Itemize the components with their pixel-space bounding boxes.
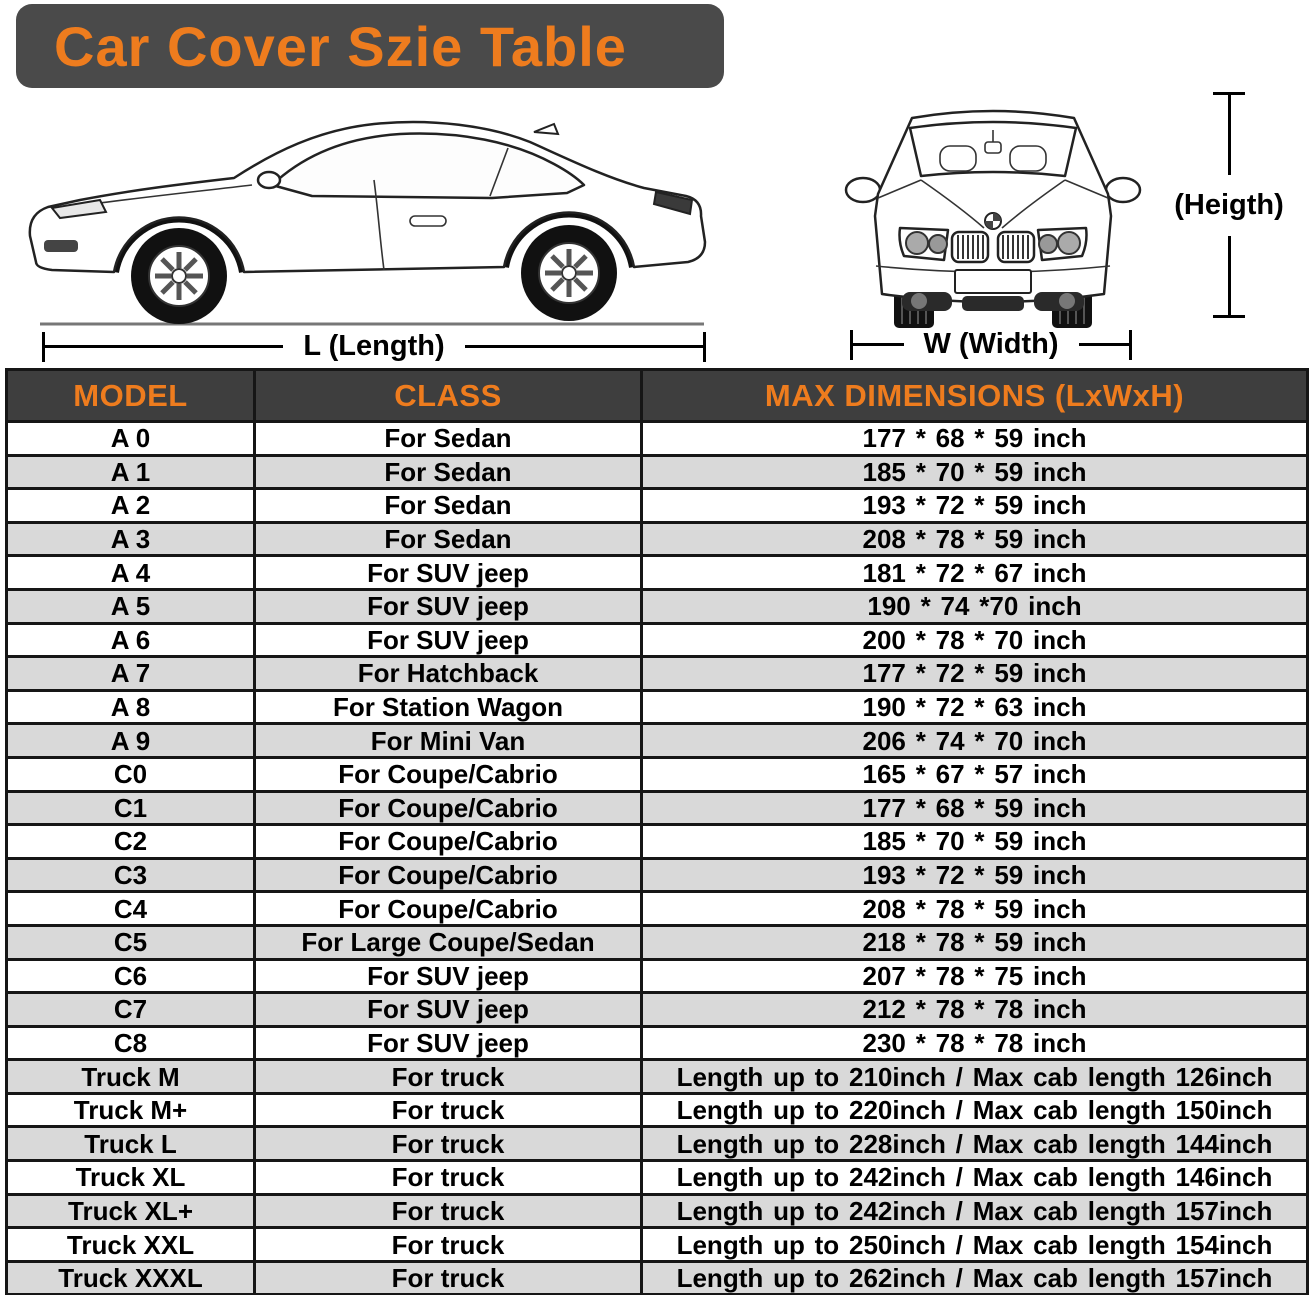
dimensions-cell: 181 * 72 * 67 inch xyxy=(642,556,1308,590)
class-cell: For Coupe/Cabrio xyxy=(255,791,642,825)
model-cell: C8 xyxy=(7,1026,255,1060)
table-row xyxy=(7,1261,1308,1295)
dimensions-cell: 177 * 72 * 59 inch xyxy=(642,657,1308,691)
model-cell: A 7 xyxy=(7,657,255,691)
page-title: Car Cover Szie Table xyxy=(54,14,627,78)
table-row xyxy=(7,556,1308,590)
dimension-line xyxy=(45,345,283,348)
table-row xyxy=(7,791,1308,825)
table-row xyxy=(7,455,1308,489)
dimension-line xyxy=(853,343,904,346)
model-cell: Truck L xyxy=(7,1127,255,1161)
table-row xyxy=(7,959,1308,993)
dimension-line xyxy=(1228,95,1231,175)
dimensions-cell: 218 * 78 * 59 inch xyxy=(642,925,1308,959)
table-row xyxy=(7,522,1308,556)
dimensions-cell: 177 * 68 * 59 inch xyxy=(642,791,1308,825)
car-cover-size-table xyxy=(5,368,1309,1295)
table-row xyxy=(7,657,1308,691)
class-cell: For truck xyxy=(255,1228,642,1262)
class-cell: For Coupe/Cabrio xyxy=(255,825,642,859)
dimensions-cell: Length up to 220inch / Max cab length 150inch xyxy=(642,1093,1308,1127)
table-row xyxy=(7,1161,1308,1195)
class-cell: For Sedan xyxy=(255,522,642,556)
model-cell: C6 xyxy=(7,959,255,993)
table-header-row xyxy=(7,370,1308,422)
model-cell: A 9 xyxy=(7,724,255,758)
table-row xyxy=(7,1026,1308,1060)
table-row xyxy=(7,858,1308,892)
model-cell: A 8 xyxy=(7,690,255,724)
dimensions-cell: 165 * 67 * 57 inch xyxy=(642,757,1308,791)
class-cell: For Coupe/Cabrio xyxy=(255,892,642,926)
model-cell: C2 xyxy=(7,825,255,859)
class-cell: For Station Wagon xyxy=(255,690,642,724)
table-row xyxy=(7,690,1308,724)
dimensions-cell: Length up to 210inch / Max cab length 126inch xyxy=(642,1060,1308,1094)
dimensions-cell: 193 * 72 * 59 inch xyxy=(642,858,1308,892)
table-row xyxy=(7,422,1308,456)
class-cell: For Sedan xyxy=(255,422,642,456)
class-cell: For SUV jeep xyxy=(255,993,642,1027)
model-cell: C1 xyxy=(7,791,255,825)
class-cell: For SUV jeep xyxy=(255,556,642,590)
dimensions-cell: 177 * 68 * 59 inch xyxy=(642,422,1308,456)
table-row xyxy=(7,724,1308,758)
dimensions-cell: 208 * 78 * 59 inch xyxy=(642,892,1308,926)
class-cell: For SUV jeep xyxy=(255,623,642,657)
class-cell: For SUV jeep xyxy=(255,959,642,993)
dimensions-cell: Length up to 242inch / Max cab length 157inch xyxy=(642,1194,1308,1228)
dimensions-cell: 207 * 78 * 75 inch xyxy=(642,959,1308,993)
model-cell: A 1 xyxy=(7,455,255,489)
dimensions-cell: 190 * 72 * 63 inch xyxy=(642,690,1308,724)
dimensions-cell: 208 * 78 * 59 inch xyxy=(642,522,1308,556)
dimensions-cell: Length up to 228inch / Max cab length 144inch xyxy=(642,1127,1308,1161)
class-cell: For truck xyxy=(255,1127,642,1161)
dimension-line xyxy=(1228,236,1231,316)
dimensions-cell: 200 * 78 * 70 inch xyxy=(642,623,1308,657)
header-max-dimensions: MAX DIMENSIONS (LxWxH) xyxy=(642,370,1308,422)
class-cell: For SUV jeep xyxy=(255,589,642,623)
dimensions-cell: 185 * 70 * 59 inch xyxy=(642,825,1308,859)
table-row xyxy=(7,1228,1308,1262)
dimensions-cell: 206 * 74 * 70 inch xyxy=(642,724,1308,758)
car-front-view-illustration xyxy=(842,86,1144,330)
table-row xyxy=(7,489,1308,523)
table-row xyxy=(7,925,1308,959)
table-row xyxy=(7,1060,1308,1094)
table-row xyxy=(7,1093,1308,1127)
model-cell: C4 xyxy=(7,892,255,926)
model-cell: C7 xyxy=(7,993,255,1027)
dimension-line xyxy=(1079,343,1130,346)
model-cell: A 6 xyxy=(7,623,255,657)
dimensions-cell: 193 * 72 * 59 inch xyxy=(642,489,1308,523)
car-side-view-illustration xyxy=(22,90,716,332)
table-row xyxy=(7,892,1308,926)
class-cell: For Sedan xyxy=(255,455,642,489)
height-dimension xyxy=(1163,92,1295,318)
model-cell: A 4 xyxy=(7,556,255,590)
model-cell: A 5 xyxy=(7,589,255,623)
table-row xyxy=(7,623,1308,657)
header-model: MODEL xyxy=(7,370,255,422)
class-cell: For truck xyxy=(255,1161,642,1195)
width-dimension xyxy=(850,328,1132,361)
model-cell: Truck M xyxy=(7,1060,255,1094)
model-cell: C3 xyxy=(7,858,255,892)
class-cell: For Large Coupe/Sedan xyxy=(255,925,642,959)
front-wheel xyxy=(131,228,227,324)
rear-wheel xyxy=(521,225,617,321)
dimensions-cell: 230 * 78 * 78 inch xyxy=(642,1026,1308,1060)
model-cell: A 3 xyxy=(7,522,255,556)
class-cell: For Hatchback xyxy=(255,657,642,691)
model-cell: C5 xyxy=(7,925,255,959)
dimension-line xyxy=(465,345,703,348)
model-cell: A 0 xyxy=(7,422,255,456)
table-row xyxy=(7,757,1308,791)
model-cell: A 2 xyxy=(7,489,255,523)
dimension-tick xyxy=(703,332,706,362)
dimensions-cell: Length up to 242inch / Max cab length 146inch xyxy=(642,1161,1308,1195)
model-cell: Truck XL xyxy=(7,1161,255,1195)
class-cell: For Sedan xyxy=(255,489,642,523)
model-cell: Truck XXL xyxy=(7,1228,255,1262)
table-row xyxy=(7,1194,1308,1228)
dimensions-cell: Length up to 262inch / Max cab length 157inch xyxy=(642,1261,1308,1295)
dimensions-cell: Length up to 250inch / Max cab length 154inch xyxy=(642,1228,1308,1262)
dimension-tick xyxy=(1129,330,1132,360)
dimensions-cell: 212 * 78 * 78 inch xyxy=(642,993,1308,1027)
model-cell: Truck XL+ xyxy=(7,1194,255,1228)
dimensions-cell: 185 * 70 * 59 inch xyxy=(642,455,1308,489)
model-cell: Truck M+ xyxy=(7,1093,255,1127)
table-row xyxy=(7,1127,1308,1161)
dimensions-cell: 190 * 74 *70 inch xyxy=(642,589,1308,623)
model-cell: Truck XXXL xyxy=(7,1261,255,1295)
model-cell: C0 xyxy=(7,757,255,791)
class-cell: For truck xyxy=(255,1093,642,1127)
title-banner xyxy=(16,4,724,88)
length-label: L (Length) xyxy=(303,330,445,362)
class-cell: For SUV jeep xyxy=(255,1026,642,1060)
table-row xyxy=(7,825,1308,859)
class-cell: For truck xyxy=(255,1194,642,1228)
length-dimension xyxy=(42,330,706,363)
dimension-tick xyxy=(1213,315,1245,318)
height-label: (Heigth) xyxy=(1174,188,1284,221)
table-row xyxy=(7,993,1308,1027)
header-class: CLASS xyxy=(255,370,642,422)
class-cell: For truck xyxy=(255,1261,642,1295)
width-label: W (Width) xyxy=(923,328,1059,360)
class-cell: For truck xyxy=(255,1060,642,1094)
class-cell: For Coupe/Cabrio xyxy=(255,757,642,791)
class-cell: For Coupe/Cabrio xyxy=(255,858,642,892)
table-row xyxy=(7,589,1308,623)
class-cell: For Mini Van xyxy=(255,724,642,758)
